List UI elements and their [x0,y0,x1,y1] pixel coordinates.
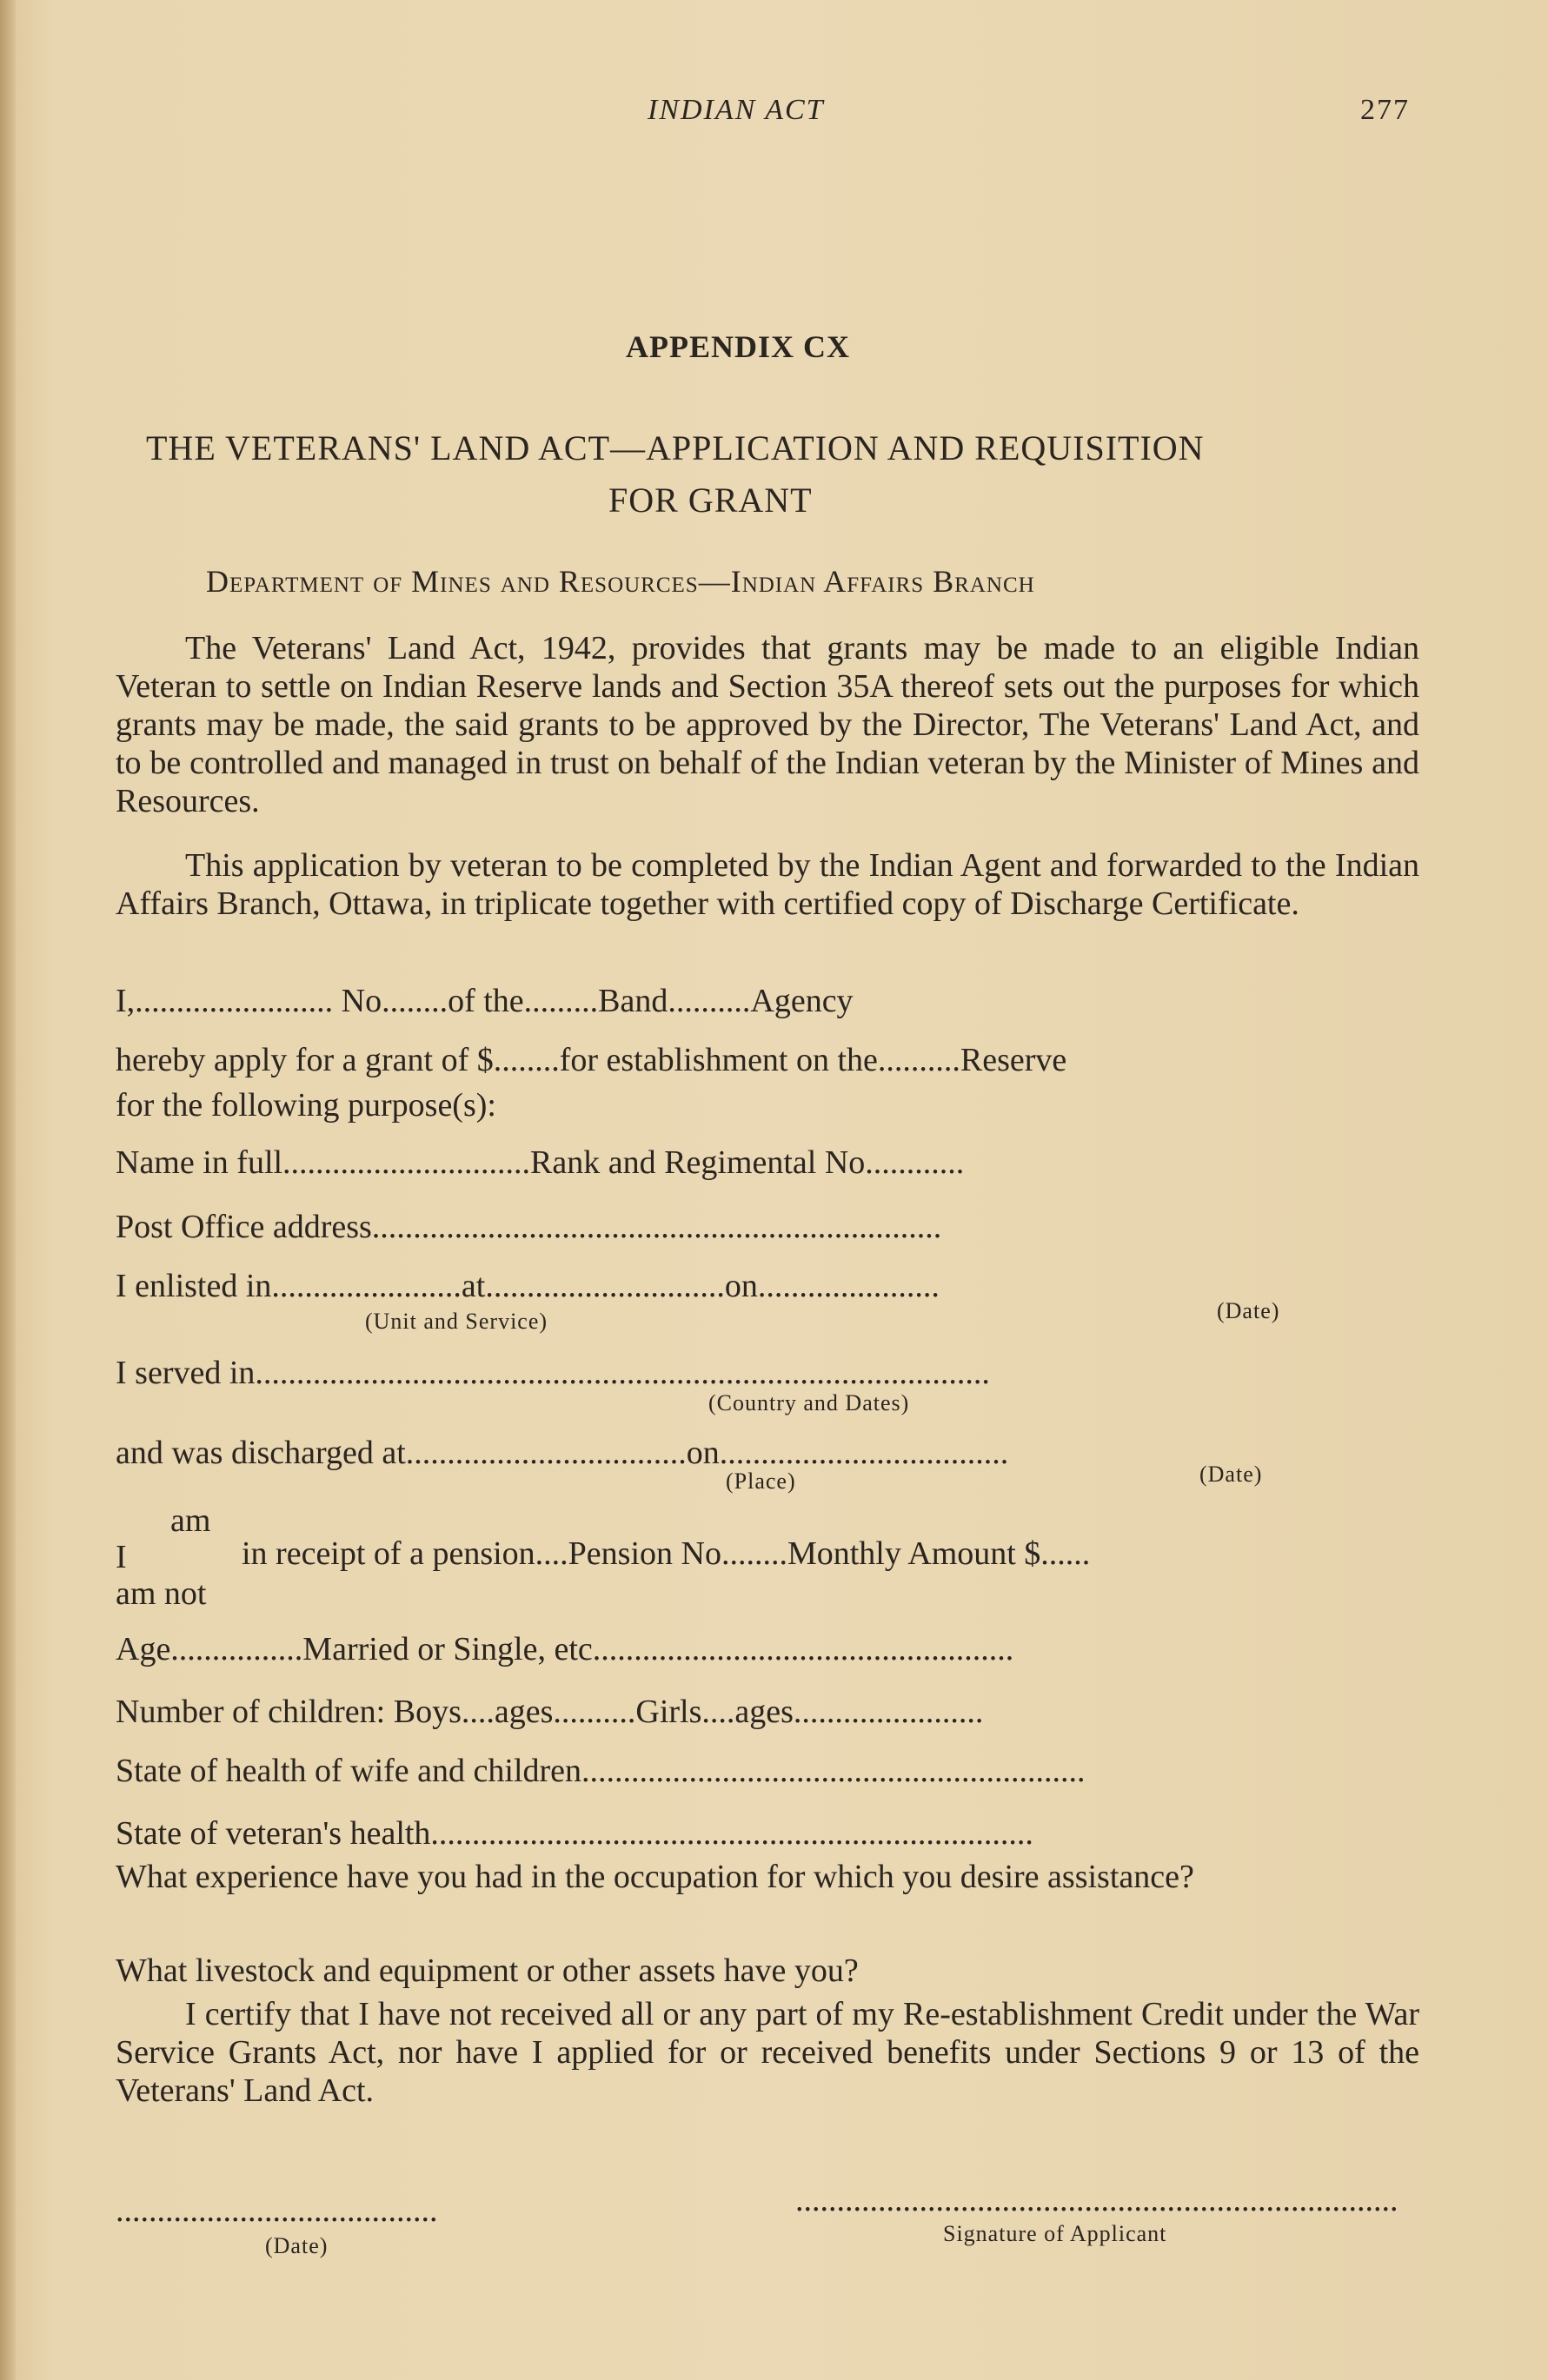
post-office-line: Post Office address..................................................................... [116,1209,942,1245]
title-line-1: THE VETERANS' LAND ACT—APPLICATION AND REQUISITION [146,428,1205,467]
applicant-signature-blank: ......................................................................... [795,2182,1399,2218]
certification-paragraph: I certify that I have not received all or any part of my Re-establishment Credit under the War Service Grants Act, nor have I applied for or received benefits under Sections 9 or 13 of the Veterans' Land Act. [116,1996,1419,2109]
intro-paragraph: The Veterans' Land Act, 1942, provides that grants may be made to an eligible Indian Veteran to settle on Indian Reserve lands and Section 35A thereof sets out the purposes for which grants may be made, the said grants to be approved by the Director, The Veterans' Land Act, and to be controlled and managed in trust on behalf of the Indian veteran by the Minister of Mines and Resources. [116,630,1419,819]
date-signature-blank: ....................................... [116,2192,438,2229]
enlisted-date-label: (Date) [1217,1298,1280,1323]
enlisted-line: I enlisted in.......................at.............................on...................... [116,1268,940,1304]
page-number: 277 [1360,94,1410,126]
signature-label: Signature of Applicant [943,2221,1167,2246]
date-label: (Date) [265,2233,329,2258]
pension-am-option: am [170,1502,211,1539]
department-subheading: Department of Mines and Resources—Indian Affairs Branch [206,564,1035,599]
applicant-band-line: I,........................ No........of the.........Band..........Agency [116,983,854,1019]
title-line-2: FOR GRANT [608,481,813,520]
discharged-place-label: (Place) [726,1468,796,1494]
discharged-line: and was discharged at..................................on................................... [116,1435,1009,1471]
running-head-title: INDIAN ACT [648,94,825,126]
served-country-label: (Country and Dates) [708,1390,910,1415]
health-wife-line: State of health of wife and children............................................................. [116,1753,1086,1789]
appendix-heading: APPENDIX CX [626,329,850,364]
instructions-paragraph: This application by veteran to be completed by the Indian Agent and forwarded to the Indian Affairs Branch, Ottawa, in triplicate together with certified copy of Discharge Certificate. [116,847,1419,922]
livestock-question: What livestock and equipment or other assets have you? [116,1952,859,1989]
book-spine-edge [0,0,16,2380]
children-line: Number of children: Boys....ages..........Girls....ages....................... [116,1694,984,1730]
experience-question: What experience have you had in the occupation for which you desire assistance? [116,1859,1194,1895]
age-marital-line: Age................Married or Single, etc................................................... [116,1631,1014,1667]
enlisted-unit-label: (Unit and Service) [365,1309,548,1334]
served-line: I served in......................................................................................... [116,1355,990,1391]
name-rank-line: Name in full..............................Rank and Regimental No............ [116,1144,965,1181]
purpose-line: for the following purpose(s): [116,1087,496,1124]
grant-amount-line: hereby apply for a grant of $........for establishment on the..........Reserve [116,1042,1067,1078]
pension-am-not-option: am not [116,1575,207,1612]
discharged-date-label: (Date) [1199,1462,1263,1487]
pension-i: I [116,1539,127,1575]
pension-line: in receipt of a pension....Pension No........Monthly Amount $...... [242,1535,1091,1572]
health-veteran-line: State of veteran's health......................................................................... [116,1815,1033,1852]
